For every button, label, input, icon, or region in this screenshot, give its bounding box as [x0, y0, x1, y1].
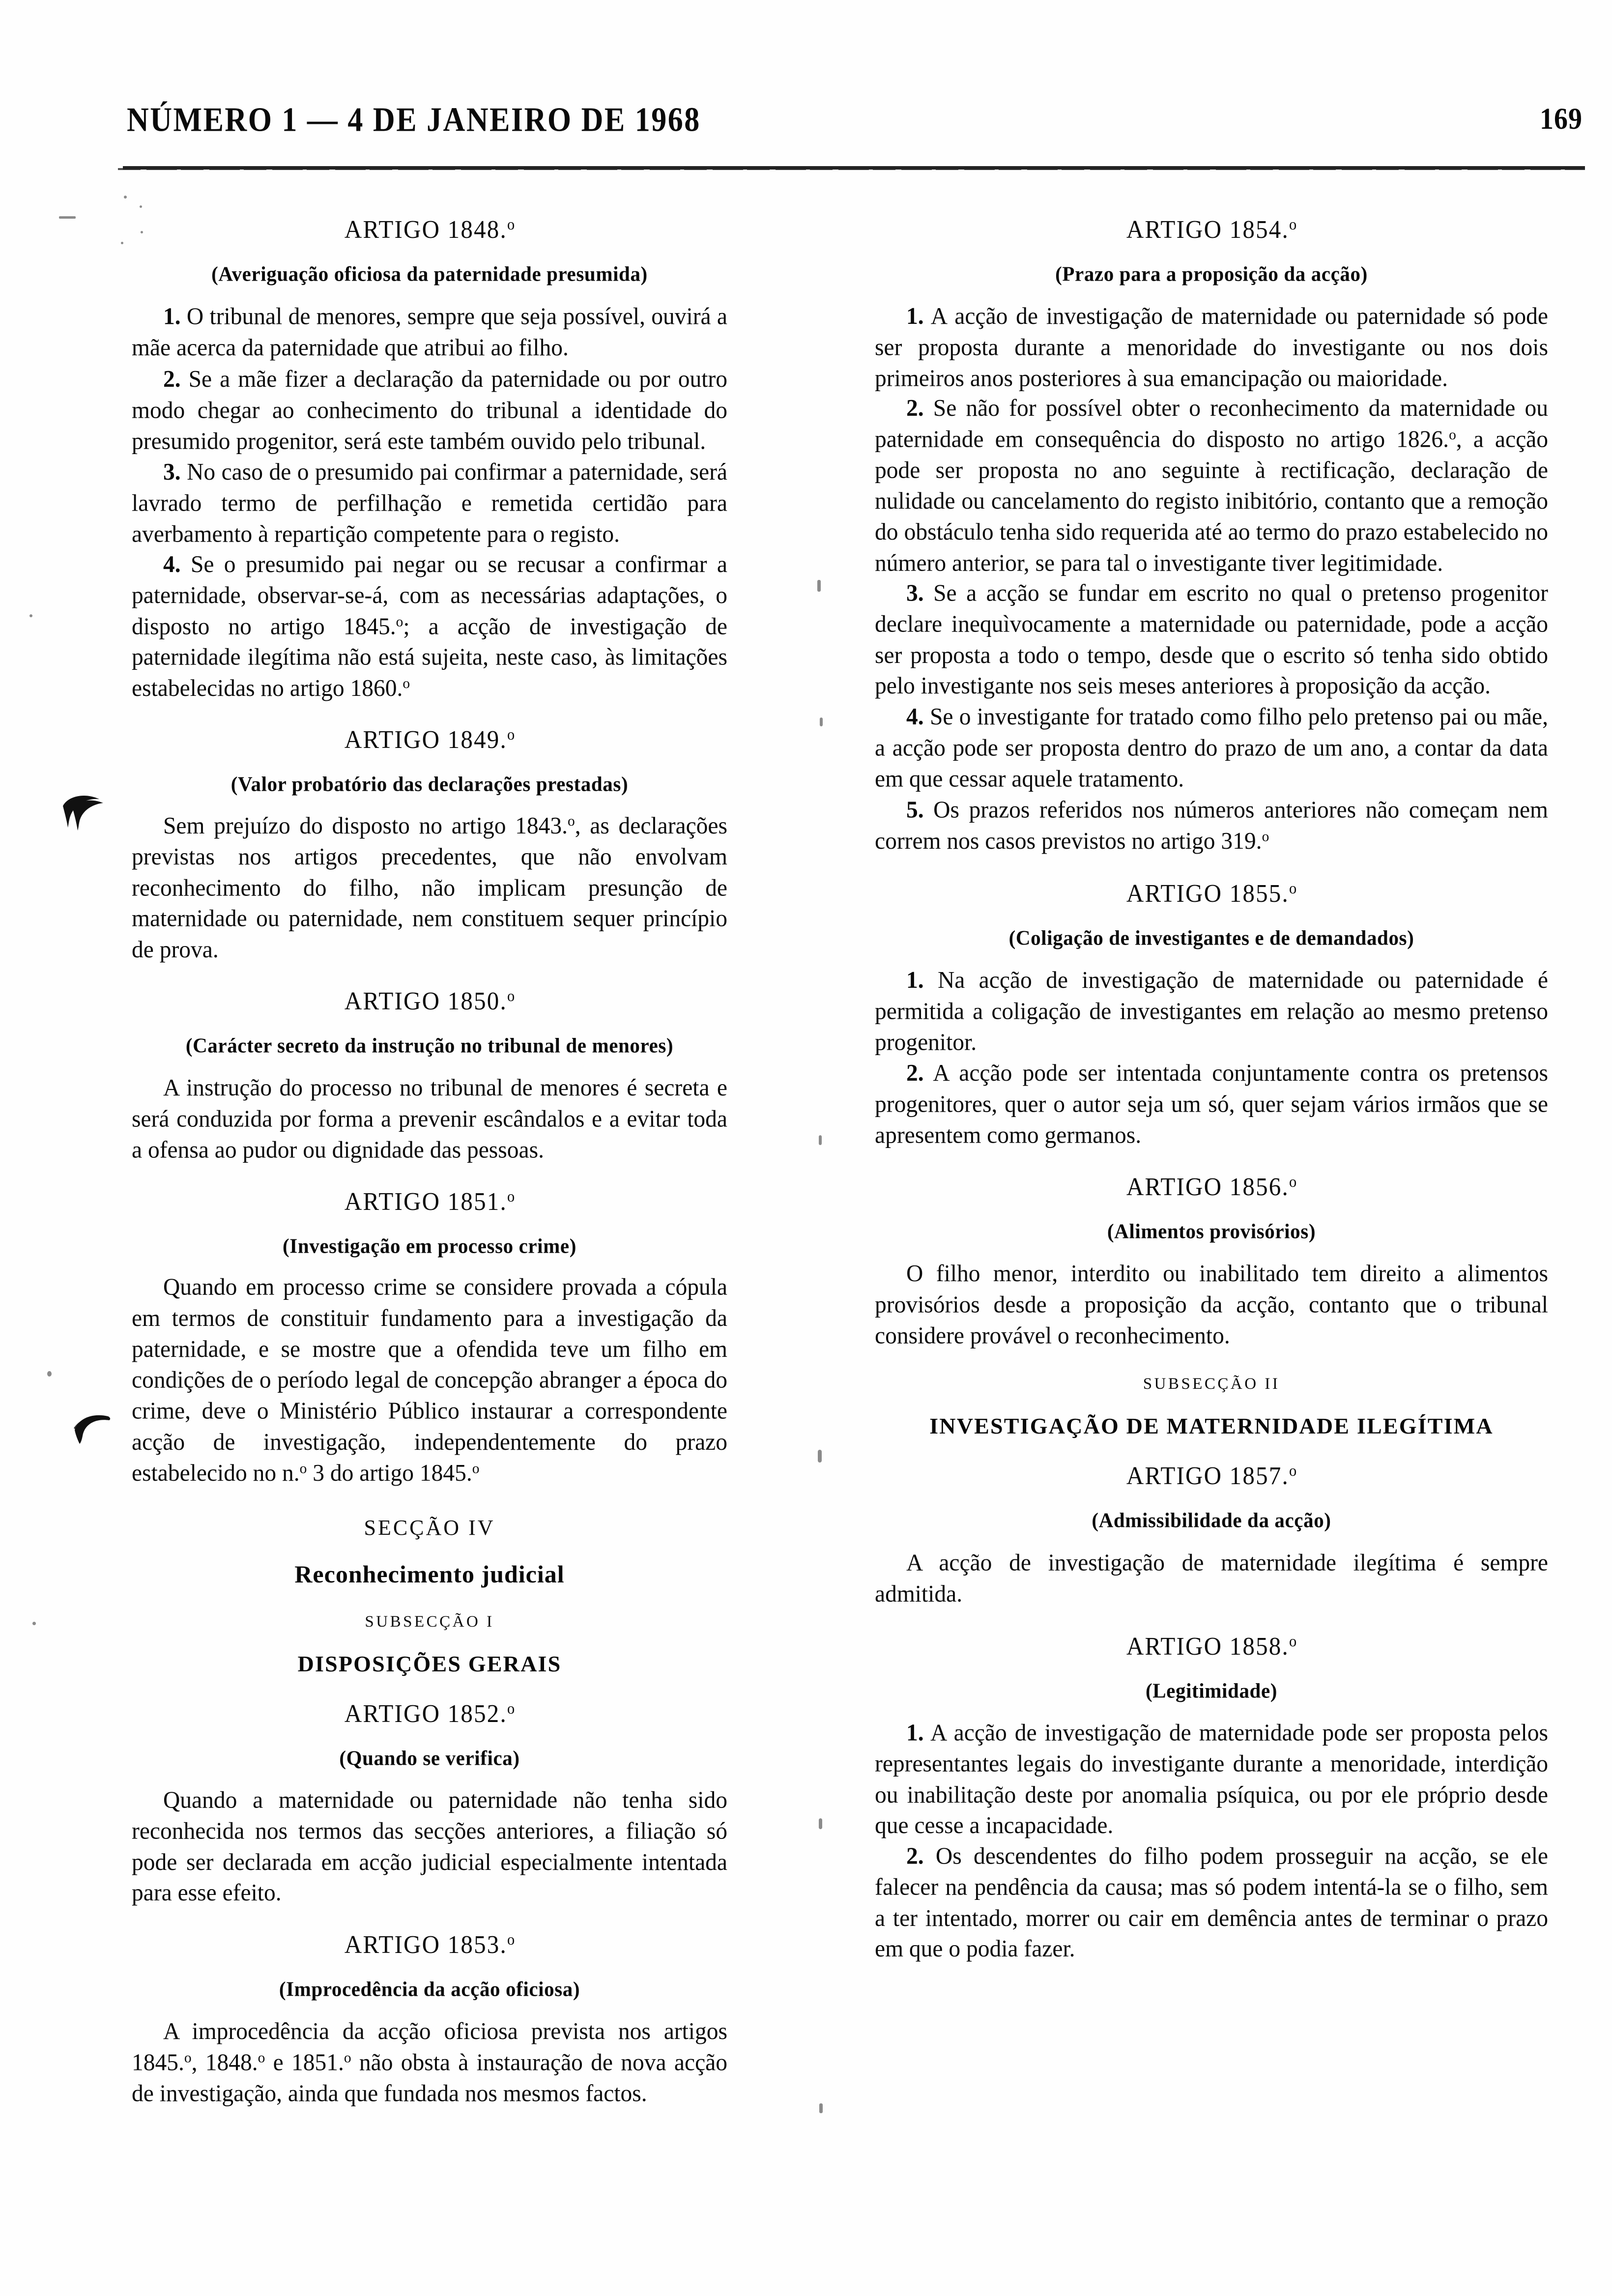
- article-number-heading: ARTIGO 1850.$^o$: [344, 986, 515, 1015]
- article-number-heading: ARTIGO 1849.$^o$: [344, 725, 515, 754]
- subsection-label: SUBSECÇÃO II: [1143, 1375, 1280, 1393]
- running-head-title: NÚMERO 1 — 4 DE JANEIRO DE 1968: [127, 101, 701, 139]
- subsection-title: DISPOSIÇÕES GERAIS: [297, 1651, 562, 1676]
- paragraph-number: 1.: [906, 1720, 924, 1746]
- article-subtitle: (Legitimidade): [1145, 1678, 1278, 1702]
- article-subtitle: (Carácter secreto da instrução no tribunal de menores): [185, 1033, 674, 1057]
- paragraph-number: 2.: [163, 366, 181, 392]
- left-text-column: [0, 193, 806, 2108]
- running-head: [0, 101, 1612, 155]
- paragraph: O filho menor, interdito ou inabilitado tem direito a alimentos provisórios desde a proposição da acção, contanto que o tribunal considere provável o reconhecimento.: [875, 1261, 1548, 1349]
- paragraph-number: 2.: [906, 1843, 924, 1869]
- page-number: 169: [1540, 102, 1583, 136]
- numbered-paragraph: 4. Se o presumido pai negar ou se recusar a confirmar a paternidade, observar-se-á, com as necessárias adaptações, o disposto no artigo 1845.$^o$; a acção de investigação de paternidade ilegítima não está sujeita, neste caso, às limitações estabelecidas no artigo 1860.$^o$: [132, 551, 727, 701]
- numbered-paragraph: 1. A acção de investigação de maternidade pode ser proposta pelos representantes legais do investigante durante a menoridade, interdição ou inabilitação deste por anomalia psíquica, ou por ele próprio desde que cesse a incapacidade.: [875, 1720, 1548, 1839]
- paragraph: Quando em processo crime se considere provada a cópula em termos de constituir fundamento para a investigação da paternidade, e se mostre que a ofendida teve um filho em condições de o período legal de concepção abranger a época do crime, deve o Ministério Público instaurar a correspondente acção de investigação, independentemente do prazo estabelecido no n.$^o$ 3 do artigo 1845.$^o$: [132, 1274, 727, 1486]
- paragraph: Sem prejuízo do disposto no artigo 1843.$^o$, as declarações previstas nos artigos precedentes, que não envolvam reconhecimento do filho, não implicam presunção de maternidade ou paternidade, nem constituem sequer princípio de prova.: [132, 812, 727, 963]
- paragraph: A acção de investigação de maternidade ilegítima é sempre admitida.: [875, 1550, 1548, 1607]
- article-subtitle: (Alimentos provisórios): [1107, 1219, 1316, 1243]
- article-subtitle: (Averiguação oficiosa da paternidade presumida): [211, 262, 648, 286]
- paragraph-number: 4.: [906, 703, 924, 730]
- right-text-column: [806, 193, 1612, 2108]
- article-subtitle: (Prazo para a proposição da acção): [1055, 262, 1368, 286]
- numbered-paragraph: 5. Os prazos referidos nos números anteriores não começam nem correm nos casos previstos no artigo 319.$^o$: [875, 797, 1548, 854]
- paragraph-number: 1.: [163, 303, 181, 330]
- numbered-paragraph: 1. O tribunal de menores, sempre que seja possível, ouvirá a mãe acerca da paternidade que atribui ao filho.: [132, 303, 727, 361]
- subsection-label: SUBSECÇÃO I: [365, 1613, 494, 1631]
- article-subtitle: (Quando se verifica): [339, 1746, 520, 1770]
- paragraph-number: 3.: [163, 459, 181, 486]
- article-number-heading: ARTIGO 1857.$^o$: [1126, 1461, 1297, 1490]
- paragraph-number: 1.: [906, 967, 924, 993]
- numbered-paragraph: 2. A acção pode ser intentada conjuntamente contra os pretensos progenitores, quer o autor seja um só, quer sejam vários irmãos que se apresentem como germanos.: [875, 1060, 1548, 1148]
- article-subtitle: (Improcedência da acção oficiosa): [279, 1977, 580, 2001]
- numbered-paragraph: 2. Se a mãe fizer a declaração da paternidade ou por outro modo chegar ao conhecimento do tribunal a identidade do presumido progenitor, será este também ouvido pelo tribunal.: [132, 366, 727, 454]
- section-title: Reconhecimento judicial: [294, 1560, 565, 1588]
- article-number-heading: ARTIGO 1851.$^o$: [344, 1187, 515, 1216]
- two-column-body: [0, 193, 1612, 2108]
- article-number-heading: ARTIGO 1854.$^o$: [1126, 215, 1297, 244]
- subsection-title: INVESTIGAÇÃO DE MATERNIDADE ILEGÍTIMA: [929, 1413, 1494, 1439]
- article-number-heading: ARTIGO 1852.$^o$: [344, 1699, 515, 1728]
- article-subtitle: (Investigação em processo crime): [283, 1234, 576, 1258]
- paragraph-number: 4.: [163, 551, 181, 578]
- numbered-paragraph: 1. Na acção de investigação de maternidade ou paternidade é permitida a coligação de investigantes em relação ao mesmo pretenso progenitor.: [875, 967, 1548, 1055]
- paragraph-number: 3.: [906, 580, 924, 606]
- numbered-paragraph: 2. Se não for possível obter o reconhecimento da maternidade ou paternidade em consequência do disposto no artigo 1826.$^o$, a acção pode ser proposta no ano seguinte à rectificação, declaração de nulidade ou cancelamento do registo inibitório, contanto que a remoção do obstáculo tenha sido requerida até ao termo do prazo estabelecido no número anterior, se para tal o investigante tiver legitimidade.: [875, 395, 1548, 576]
- article-subtitle: (Admissibilidade da acção): [1092, 1508, 1331, 1532]
- paragraph-number: 1.: [906, 303, 924, 330]
- section-label: SECÇÃO IV: [364, 1516, 495, 1540]
- article-number-heading: ARTIGO 1856.$^o$: [1126, 1172, 1297, 1201]
- paragraph: Quando a maternidade ou paternidade não tenha sido reconhecida nos termos das secções anteriores, a filiação só pode ser declarada em acção judicial especialmente intentada para esse efeito.: [132, 1787, 727, 1906]
- numbered-paragraph: 4. Se o investigante for tratado como filho pelo pretenso pai ou mãe, a acção pode ser proposta dentro do prazo de um ano, a contar da data em que cessar aquele tratamento.: [875, 703, 1548, 792]
- paragraph: A instrução do processo no tribunal de menores é secreta e será conduzida por forma a prevenir escândalos e a evitar toda a ofensa ao pudor ou dignidade das pessoas.: [132, 1074, 727, 1163]
- header-rule: [123, 166, 1585, 170]
- numbered-paragraph: 3. Se a acção se fundar em escrito no qual o pretenso progenitor declare inequìvocamente a maternidade ou paternidade, pode a acção ser proposta a todo o tempo, desde que o escrito só tenha sido obtido pelo investigante nos seis meses anteriores à proposição da acção.: [875, 580, 1548, 699]
- numbered-paragraph: 1. A acção de investigação de maternidade ou paternidade só pode ser proposta durante a menoridade do investigante ou nos dois primeiros anos posteriores à sua emancipação ou maioridade.: [875, 303, 1548, 392]
- paragraph: A improcedência da acção oficiosa prevista nos artigos 1845.$^o$, 1848.$^o$ e 1851.$^o$ não obsta à instauração de nova acção de investigação, ainda que fundada nos mesmos factos.: [132, 2018, 727, 2107]
- article-subtitle: (Coligação de investigantes e de demandados): [1008, 925, 1414, 949]
- paragraph-number: 2.: [906, 1060, 924, 1087]
- paragraph-number: 2.: [906, 395, 924, 422]
- article-number-heading: ARTIGO 1853.$^o$: [344, 1930, 515, 1959]
- article-number-heading: ARTIGO 1858.$^o$: [1126, 1632, 1297, 1661]
- numbered-paragraph: 2. Os descendentes do filho podem prosseguir na acção, se ele falecer na pendência da causa; mas só podem intentá-la se o filho, sem a ter intentado, morrer ou cair em demência antes de terminar o prazo em que o podia fazer.: [875, 1843, 1548, 1962]
- numbered-paragraph: 3. No caso de o presumido pai confirmar a paternidade, será lavrado termo de perfilhação e remetida certidão para averbamento à repartição competente para o registo.: [132, 459, 727, 547]
- article-number-heading: ARTIGO 1848.$^o$: [344, 215, 515, 244]
- article-subtitle: (Valor probatório das declarações prestadas): [230, 772, 629, 796]
- article-number-heading: ARTIGO 1855.$^o$: [1126, 878, 1297, 908]
- paragraph-number: 5.: [906, 797, 924, 823]
